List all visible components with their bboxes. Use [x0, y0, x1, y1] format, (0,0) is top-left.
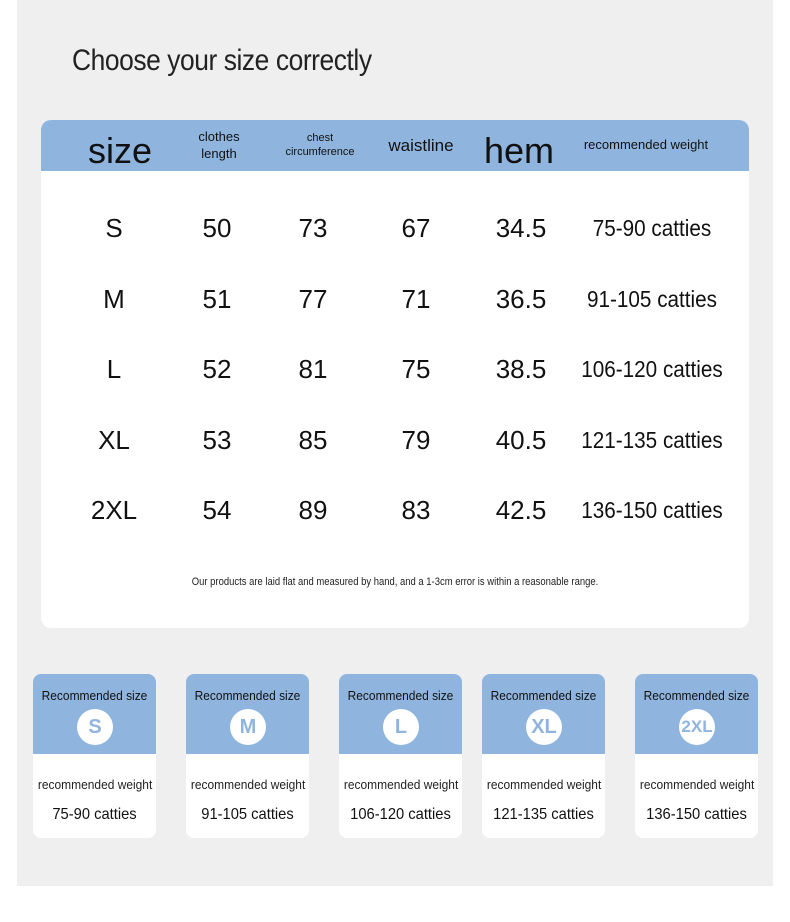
- cell-weight: 136-150 catties: [581, 496, 723, 523]
- card-header: [33, 674, 156, 754]
- header-waistline: waistline: [388, 135, 454, 155]
- cell-waist: 71: [401, 283, 431, 314]
- card-weight-value: 91-105 catties: [201, 806, 294, 823]
- card-weight-value: 75-90 catties: [52, 806, 137, 823]
- size-table: [41, 120, 749, 628]
- recommendation-card-l: [339, 674, 462, 838]
- card-label: Recommended size: [490, 688, 597, 703]
- header-clothes-length-line2: length: [201, 145, 237, 161]
- cell-waist: 83: [401, 494, 431, 525]
- cell-hem: 38.5: [495, 353, 547, 384]
- size-badge: L: [383, 709, 419, 745]
- table-row: [41, 420, 749, 460]
- cell-length: 54: [202, 494, 232, 525]
- cell-waist: 67: [401, 212, 431, 243]
- cell-length: 52: [202, 353, 232, 384]
- header-chest-circumference: [285, 120, 354, 171]
- card-weight-label: recommended weight: [343, 777, 459, 792]
- cell-size: 2XL: [90, 494, 138, 525]
- header-clothes-length: [198, 120, 239, 171]
- cell-weight: 106-120 catties: [581, 355, 723, 382]
- table-row: [41, 208, 749, 248]
- header-hem: hem: [483, 130, 555, 171]
- recommendation-card-xl: [482, 674, 605, 838]
- cell-length: 51: [202, 283, 232, 314]
- size-badge: XL: [526, 709, 562, 745]
- cell-size: M: [103, 283, 125, 314]
- size-badge: 2XL: [679, 709, 715, 745]
- cell-length: 53: [202, 424, 232, 455]
- cell-size: XL: [98, 424, 130, 455]
- card-header: [635, 674, 758, 754]
- header-size: size: [87, 130, 153, 171]
- header-chest-line1: chest: [306, 131, 334, 144]
- card-weight-label: recommended weight: [190, 777, 306, 792]
- card-weight-value: 106-120 catties: [350, 806, 451, 823]
- cell-waist: 79: [401, 424, 431, 455]
- header-recommended-weight: recommended weight: [583, 137, 709, 153]
- card-weight-label: recommended weight: [639, 777, 755, 792]
- cell-size: S: [105, 212, 123, 243]
- recommendation-card-s: [33, 674, 156, 838]
- cell-weight: 75-90 catties: [592, 214, 712, 241]
- page-title: Choose your size correctly: [72, 44, 372, 77]
- card-label: Recommended size: [643, 688, 750, 703]
- cell-hem: 40.5: [495, 424, 547, 455]
- cell-chest: 81: [298, 353, 328, 384]
- measurement-note: Our products are laid flat and measured by hand, and a 1-3cm error is within a reasonable range.: [191, 576, 599, 588]
- card-weight-value: 136-150 catties: [646, 806, 747, 823]
- cell-hem: 36.5: [495, 283, 547, 314]
- cell-chest: 77: [298, 283, 328, 314]
- cell-size: L: [106, 353, 122, 384]
- cell-weight: 121-135 catties: [581, 426, 723, 453]
- card-weight-label: recommended weight: [37, 777, 153, 792]
- cell-chest: 89: [298, 494, 328, 525]
- cell-chest: 73: [298, 212, 328, 243]
- cell-hem: 34.5: [495, 212, 547, 243]
- table-header: [41, 120, 749, 171]
- cell-waist: 75: [401, 353, 431, 384]
- size-badge: M: [230, 709, 266, 745]
- cell-hem: 42.5: [495, 494, 547, 525]
- card-header: [186, 674, 309, 754]
- cell-length: 50: [202, 212, 232, 243]
- card-header: [339, 674, 462, 754]
- card-label: Recommended size: [347, 688, 454, 703]
- card-label: Recommended size: [194, 688, 301, 703]
- size-badge: S: [77, 709, 113, 745]
- table-row: [41, 279, 749, 319]
- table-row: [41, 490, 749, 530]
- table-row: [41, 349, 749, 389]
- cell-chest: 85: [298, 424, 328, 455]
- header-chest-line2: circumference: [285, 145, 355, 158]
- recommendation-card-m: [186, 674, 309, 838]
- card-weight-label: recommended weight: [486, 777, 602, 792]
- card-header: [482, 674, 605, 754]
- header-clothes-length-line1: clothes: [198, 129, 240, 145]
- cell-weight: 91-105 catties: [586, 285, 718, 312]
- card-weight-value: 121-135 catties: [493, 806, 594, 823]
- card-label: Recommended size: [41, 688, 148, 703]
- recommendation-card-2xl: [635, 674, 758, 838]
